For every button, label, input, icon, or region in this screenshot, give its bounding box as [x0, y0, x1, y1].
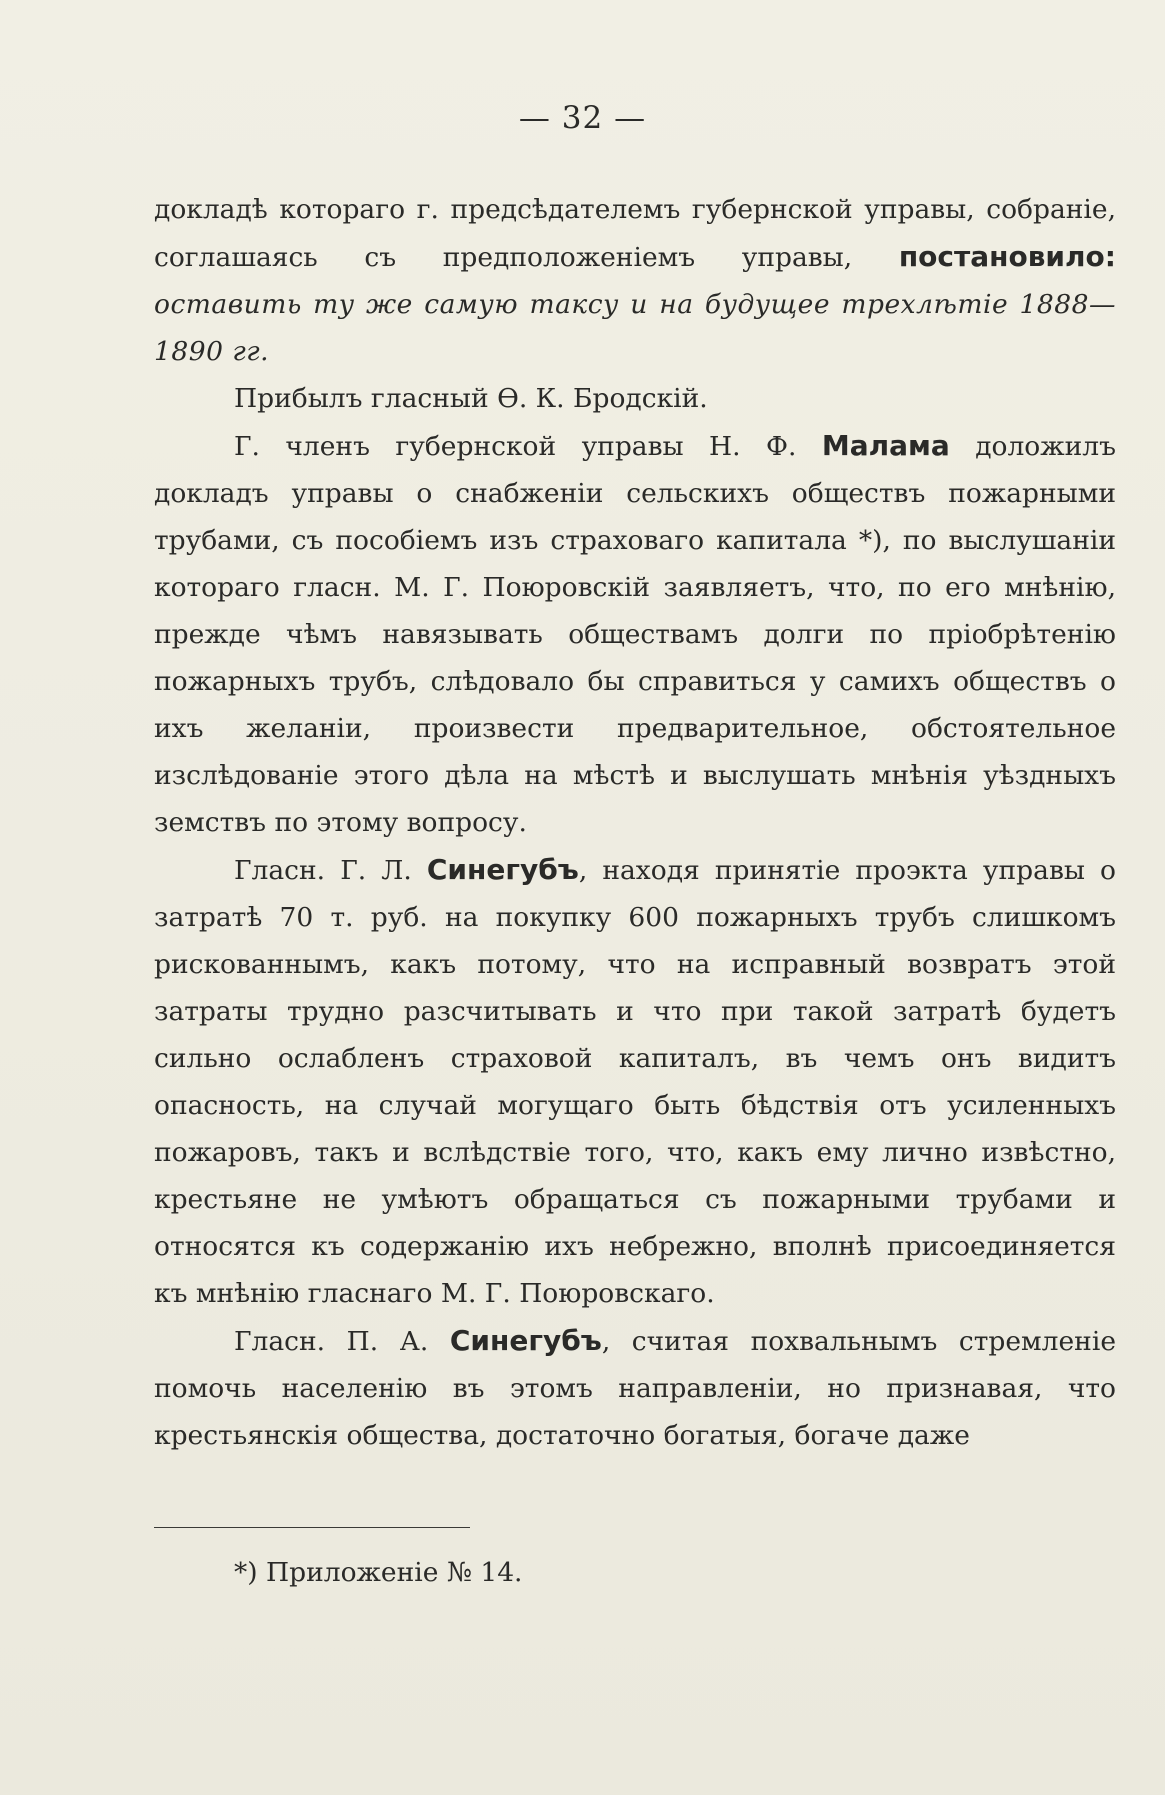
paragraph — [154, 186, 1116, 375]
text-run: доложилъ докладъ управы о снабженіи сельскихъ обществъ пожарными трубами, съ пособіемъ изъ страховаго капитала *), по выслушаніи котораго гласн. М. Г. Поюровскій заявляетъ, что, по его мнѣнію, прежде чѣмъ навязывать обществамъ долги по пріобрѣтенію пожарныхъ трубъ, слѣдовало бы справиться у самихъ обществъ о ихъ желаніи, произвести предварительное, обстоятельное изслѣдованіе этого дѣла на мѣстѣ и выслушать мнѣнія уѣздныхъ земствъ по этому вопросу. — [154, 431, 1117, 838]
paragraph — [154, 375, 1116, 422]
text-run: , находя принятіе проэкта управы о затратѣ 70 т. руб. на покупку 600 пожарныхъ трубъ слишкомъ рискованнымъ, какъ потому, что на исправный возвратъ этой затраты трудно разсчитывать и что при такой затратѣ будетъ сильно ослабленъ страховой капиталъ, въ чемъ онъ видитъ опасность, на случай могущаго быть бѣдствія отъ усиленныхъ пожаровъ, такъ и вслѣдствіе того, что, какъ ему лично извѣстно, крестьяне не умѣютъ обращаться съ пожарными трубами и относятся къ содержанію ихъ небрежно, вполнѣ присоединяется къ мнѣнію гласнаго М. Г. Поюровскаго. — [154, 855, 1116, 1309]
italic-resolution: оставить ту же самую таксу и на будущее трехлѣтіе 1888—1890 гг. — [154, 289, 1116, 367]
text-run: Г. членъ губернской управы Н. Ф. — [234, 431, 822, 462]
footnote: *) Приложеніе № 14. — [234, 1557, 523, 1588]
text-run: Гласн. Г. Л. — [234, 855, 427, 886]
paragraph — [154, 422, 1116, 846]
text-run: Прибылъ гласный Ѳ. К. Бродскій. — [234, 383, 708, 414]
text-run: докладѣ котораго г. предсѣдателемъ губернской управы, собраніе, соглашаясь съ предположеніемъ управы, — [154, 194, 1116, 273]
text-run: , считая похвальнымъ стремленіе помочь населенію въ этомъ направленіи, но признавая, что крестьянскія общества, достаточно богатыя, богаче даже — [154, 1326, 1116, 1451]
bold-name: Синегубъ — [426, 853, 579, 886]
paragraph — [154, 1317, 1116, 1459]
footnote-divider — [154, 1527, 470, 1528]
text-run: Гласн. П. А. — [234, 1326, 450, 1357]
bold-name: постановило: — [898, 240, 1116, 273]
bold-name: Синегубъ — [449, 1324, 602, 1357]
bold-name: Малама — [821, 429, 950, 462]
paragraph — [154, 846, 1116, 1317]
body-text — [154, 186, 1116, 1459]
page-number: — 32 — — [518, 100, 647, 136]
